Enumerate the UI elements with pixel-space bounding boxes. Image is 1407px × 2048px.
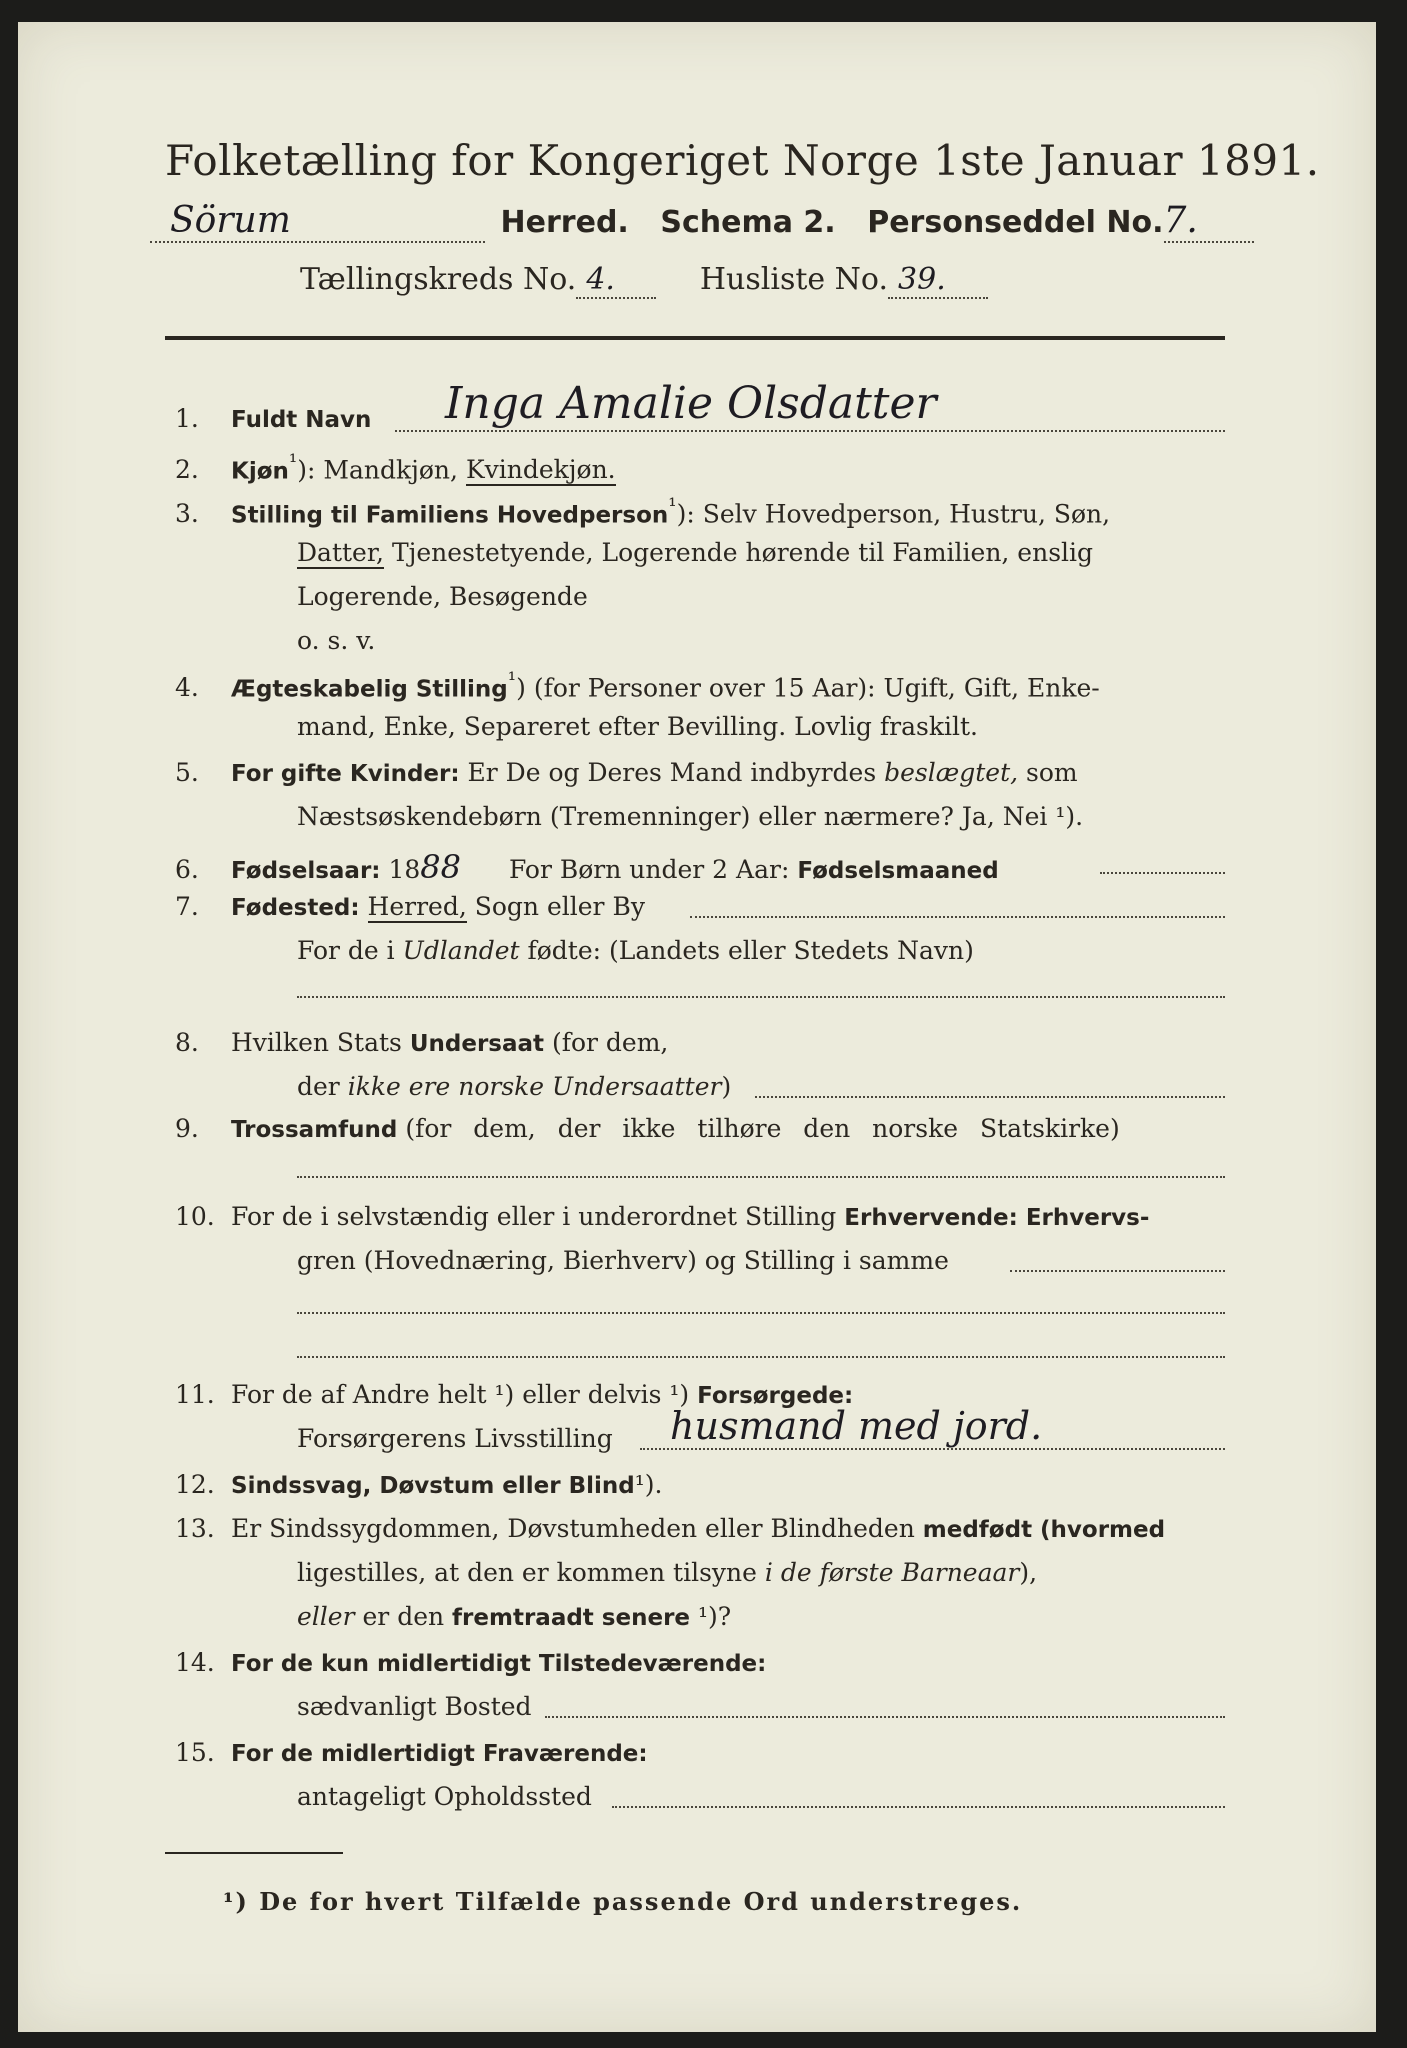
- q14-label: For de kun midlertidigt Tilstedeværende:: [231, 1651, 767, 1677]
- q8-text2: (for dem,: [551, 1028, 669, 1057]
- q8-label: Undersaat: [409, 1031, 545, 1057]
- q1-label: Fuldt Navn: [231, 407, 372, 433]
- q2-sup: ¹: [288, 450, 298, 474]
- q4-line2: mand, Enke, Separeret efter Bevilling. Lovlig fraskilt.: [297, 712, 978, 741]
- q10-number: 10.: [175, 1202, 215, 1231]
- herred-line: [150, 200, 1254, 243]
- footnote-rule: [165, 1852, 343, 1854]
- q7-line2a: For de i: [297, 936, 395, 965]
- q1-value: Inga Amalie Olsdatter: [445, 378, 937, 429]
- kreds-value: 4.: [586, 262, 615, 297]
- q12-number: 12.: [175, 1470, 215, 1499]
- q8-row: [175, 1028, 668, 1057]
- q13-label: medfødt: [922, 1517, 1033, 1543]
- q4-text: ) (for Personer over 15 Aar): Ugift, Gift, Enke-: [516, 673, 1100, 703]
- q8-line2: der ikke ere norske Undersaatter): [297, 1072, 732, 1101]
- q11-number: 11.: [175, 1380, 215, 1409]
- q7-fill: [690, 916, 1225, 918]
- q10-fill: [1010, 1270, 1225, 1272]
- q10-text2: Erhvervs-: [1025, 1205, 1150, 1231]
- husliste-value: 39.: [898, 262, 946, 297]
- q11-line2: Forsørgerens Livsstilling: [297, 1424, 613, 1453]
- q13-line2: ligestilles, at den er kommen tilsyne i de første Barneaar),: [297, 1558, 1038, 1587]
- q3-text: ): Selv Hovedperson, Hustru, Søn,: [676, 499, 1111, 529]
- q1-number: 1.: [175, 404, 199, 433]
- q7-line2-italic: Udlandet: [402, 936, 520, 965]
- q3-line4: o. s. v.: [297, 626, 376, 655]
- personseddel-value: 7.: [1163, 200, 1198, 241]
- q2-label: Kjøn: [231, 458, 289, 485]
- q4-number: 4.: [175, 673, 199, 703]
- q10-line2: gren (Hovednæring, Bierhverv) og Stilling i samme: [297, 1246, 949, 1275]
- q13-row: [175, 1514, 1165, 1543]
- q9-fill: [297, 1176, 1225, 1178]
- q6-text: For Børn under 2 Aar:: [508, 855, 790, 884]
- personseddel-label: Personseddel No.: [867, 205, 1164, 240]
- header-rule: [165, 336, 1225, 340]
- q3-label: Stilling til Familiens Hovedperson: [231, 502, 669, 529]
- q14-line2: sædvanligt Bosted: [297, 1692, 532, 1721]
- kreds-label: Tællingskreds No.: [300, 262, 577, 297]
- q8-fill: [755, 1096, 1225, 1098]
- husliste-label: Husliste No.: [699, 262, 889, 297]
- q13-line3b: er den: [362, 1602, 445, 1631]
- herred-label: Herred.: [500, 205, 629, 240]
- q11-fill: [640, 1448, 1225, 1450]
- q4-label: Ægteskabelig Stilling: [231, 676, 508, 703]
- q7-number: 7.: [175, 892, 199, 921]
- q7-line2b: fødte: (Landets eller Stedets Navn): [527, 936, 974, 965]
- q10-label: Erhvervende:: [844, 1205, 1018, 1231]
- q6-fill: [1100, 872, 1225, 874]
- q3-row: [175, 494, 1110, 528]
- q8-line2a: der: [297, 1072, 340, 1101]
- q6-label2: Fødselsmaaned: [797, 858, 999, 884]
- q5-number: 5.: [175, 758, 199, 787]
- q3-selected: Datter,: [297, 538, 384, 567]
- kreds-line: [300, 262, 988, 299]
- q10-text: For de i selvstændig eller i underordnet Stilling: [231, 1202, 837, 1231]
- q4-sup: ¹: [507, 668, 517, 692]
- q5-row: [175, 758, 1078, 787]
- q10-row: [175, 1202, 1149, 1231]
- q15-fill: [612, 1806, 1225, 1808]
- q13-text2: (hvormed: [1040, 1517, 1166, 1543]
- q10-fill3: [297, 1356, 1225, 1358]
- q5-label: For gifte Kvinder:: [231, 761, 460, 787]
- q1-row: [175, 404, 371, 433]
- q5-line2: Næstsøskendebørn (Tremenninger) eller nærmere? Ja, Nei ¹).: [297, 802, 1084, 831]
- q8-line2-italic: ikke ere norske Undersaatter: [347, 1072, 722, 1101]
- q6-prefix: 18: [388, 855, 421, 884]
- q8-number: 8.: [175, 1028, 199, 1057]
- q15-number: 15.: [175, 1738, 215, 1767]
- q9-number: 9.: [175, 1114, 199, 1143]
- q9-row: [175, 1114, 1120, 1143]
- q13-text: Er Sindssygdommen, Døvstumheden eller Blindheden: [231, 1514, 915, 1543]
- q7-text: Sogn eller By: [474, 892, 645, 921]
- q6-label: Fødselsaar:: [231, 858, 381, 884]
- q10-fill2: [297, 1312, 1225, 1314]
- q6-row: [175, 848, 999, 886]
- q9-text: (for dem, der ikke tilhøre den norske Statskirke): [405, 1114, 1120, 1143]
- q6-number: 6.: [175, 855, 199, 884]
- q13-line2-italic: i de første Barneaar: [764, 1558, 1020, 1587]
- q2-row: [175, 450, 616, 484]
- footnote: ¹) De for hvert Tilfælde passende Ord understreges.: [223, 1887, 1023, 1916]
- q11-text: For de af Andre helt ¹) eller delvis ¹): [231, 1380, 690, 1409]
- census-form: [18, 22, 1376, 2032]
- q11-label: Forsørgede:: [697, 1383, 854, 1409]
- q15-row: [175, 1738, 648, 1767]
- q14-row: [175, 1648, 766, 1677]
- q8-text: Hvilken Stats: [231, 1028, 402, 1057]
- q13-line3c: ¹)?: [697, 1602, 732, 1631]
- q6-value: 88: [420, 848, 461, 886]
- q9-label: Trossamfund: [231, 1117, 398, 1143]
- q7-selected: Herred,: [367, 892, 467, 921]
- q3-line2-text: Tjenestetyende, Logerende hørende til Familien, enslig: [391, 538, 1094, 567]
- q3-sup: ¹: [668, 494, 677, 518]
- herred-field: [150, 200, 485, 243]
- q12-sup: ¹).: [634, 1470, 663, 1499]
- herred-value: Sörum: [170, 200, 291, 241]
- q5-text: Er De og Deres Mand indbyrdes: [467, 758, 877, 787]
- q5-text2: som: [1026, 758, 1078, 787]
- q15-label: For de midlertidigt Fraværende:: [231, 1741, 648, 1767]
- schema-label: Schema 2.: [660, 205, 836, 240]
- q4-row: [175, 668, 1100, 702]
- q13-line3-italic: eller: [297, 1602, 355, 1631]
- q14-fill: [545, 1716, 1225, 1718]
- form-title: Folketælling for Kongeriget Norge 1ste Januar 1891.: [165, 136, 1320, 185]
- q5-italic: beslægtet,: [884, 758, 1019, 787]
- q12-label: Sindssvag, Døvstum eller Blind: [231, 1473, 635, 1499]
- q3-line2: [297, 538, 1093, 567]
- q7-fill2: [297, 996, 1225, 998]
- q2-selected: Kvindekjøn.: [465, 455, 616, 485]
- q13-line3-bold: fremtraadt senere: [452, 1605, 691, 1631]
- q12-row: [175, 1470, 663, 1499]
- q3-number: 3.: [175, 499, 199, 529]
- q7-line2: [297, 936, 974, 965]
- q11-value: husmand med jord.: [670, 1404, 1043, 1448]
- q3-line3: Logerende, Besøgende: [297, 582, 588, 611]
- q7-label: Fødested:: [231, 895, 360, 921]
- q7-row: [175, 892, 645, 921]
- q15-line2: antageligt Opholdssted: [297, 1782, 592, 1811]
- q2-number: 2.: [175, 455, 199, 485]
- q14-number: 14.: [175, 1648, 215, 1677]
- q13-line3: [297, 1602, 731, 1631]
- q2-text: ): Mandkjøn,: [297, 455, 458, 485]
- q13-number: 13.: [175, 1514, 215, 1543]
- q13-line2a: ligestilles, at den er kommen tilsyne: [297, 1558, 757, 1587]
- q1-fill: [395, 430, 1225, 432]
